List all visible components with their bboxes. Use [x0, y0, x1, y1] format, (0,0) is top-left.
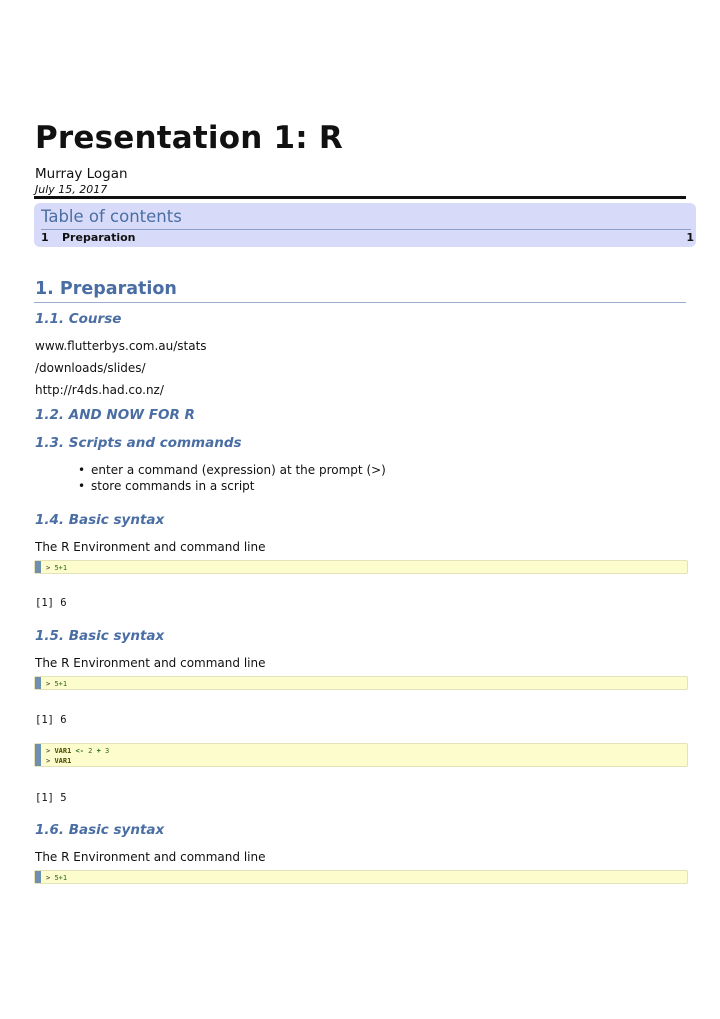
toc-entry-number: 1 — [41, 231, 49, 244]
code-block-marker — [35, 677, 41, 689]
basic-syntax-caption: The R Environment and command line — [35, 540, 266, 554]
author-name: Murray Logan — [35, 166, 128, 182]
scripts-bullet-list — [78, 462, 386, 494]
code-output: [1] 6 — [35, 714, 67, 726]
title-rule — [34, 196, 686, 199]
document-title: Presentation 1: R — [35, 120, 343, 156]
subsection-heading-course: 1.1. Course — [35, 311, 122, 327]
toc-divider — [41, 229, 691, 230]
code-output: [1] 5 — [35, 792, 67, 804]
section-rule — [34, 302, 686, 303]
table-of-contents — [34, 203, 696, 247]
code-block-marker — [35, 744, 41, 766]
subsection-heading-scripts: 1.3. Scripts and commands — [35, 435, 242, 451]
toc-entry-label[interactable]: Preparation — [62, 231, 136, 244]
basic-syntax-caption: The R Environment and command line — [35, 850, 266, 864]
code-plus-operator: + — [96, 747, 101, 755]
toc-entry-page: 1 — [686, 231, 694, 244]
code-variable: VAR1 — [54, 757, 72, 765]
code-assign-operator: <- — [75, 747, 84, 755]
code-block-marker — [35, 561, 41, 573]
code-expression: 5+1 — [54, 874, 68, 882]
subsection-heading-basic-syntax-2: 1.5. Basic syntax — [35, 628, 165, 644]
code-prompt: > — [46, 757, 51, 765]
code-number: 3 — [105, 747, 110, 755]
code-expression: 5+1 — [54, 564, 68, 572]
basic-syntax-caption: The R Environment and command line — [35, 656, 266, 670]
code-output: [1] 6 — [35, 597, 67, 609]
code-prompt: > — [46, 747, 51, 755]
document-date: July 15, 2017 — [35, 183, 108, 196]
course-link-slides[interactable]: /downloads/slides/ — [35, 361, 146, 375]
code-variable: VAR1 — [54, 747, 72, 755]
course-link-r4ds[interactable]: http://r4ds.had.co.nz/ — [35, 383, 164, 397]
code-prompt: > — [46, 680, 51, 688]
code-expression: 5+1 — [54, 680, 68, 688]
course-link-stats[interactable]: www.flutterbys.com.au/stats — [35, 339, 207, 353]
section-heading-preparation: 1. Preparation — [35, 279, 177, 299]
list-item: • store commands in a script — [78, 478, 386, 494]
code-block — [34, 743, 688, 767]
subsection-heading-basic-syntax-3: 1.6. Basic syntax — [35, 822, 165, 838]
list-item: • enter a command (expression) at the prompt (>) — [78, 462, 386, 478]
code-number: 2 — [88, 747, 93, 755]
toc-heading: Table of contents — [41, 207, 182, 226]
code-prompt: > — [46, 874, 51, 882]
code-block — [34, 676, 688, 690]
code-block-marker — [35, 871, 41, 883]
code-prompt: > — [46, 564, 51, 572]
code-block — [34, 560, 688, 574]
subsection-heading-and-now-for-r: 1.2. AND NOW FOR R — [35, 407, 195, 423]
subsection-heading-basic-syntax-1: 1.4. Basic syntax — [35, 512, 165, 528]
code-block — [34, 870, 688, 884]
